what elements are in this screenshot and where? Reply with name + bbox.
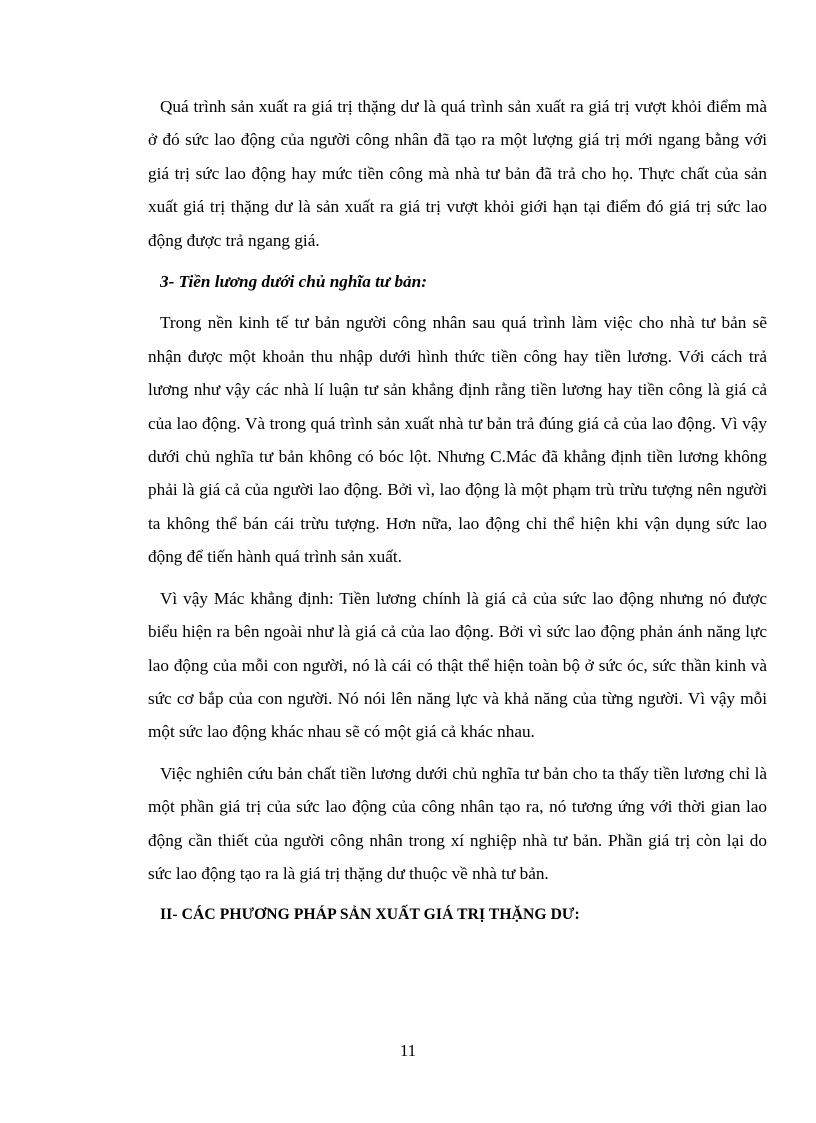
paragraph-wages-capitalism: Trong nền kinh tế tư bản người công nhân sau quá trình làm việc cho nhà tư bản sẽ nhận được một khoản thu nhập dưới hình thức tiền công hay tiền lương. Với cách trả lương như vậy các nhà lí luận tư sản khẳng định rằng tiền lương hay tiền công là giá cả của lao động. Và trong quá trình sản xuất nhà tư bản trả đúng giá cả của lao động. Vì vậy dưới chủ nghĩa tư bản không có bóc lột. Nhưng C.Mác đã khẳng định tiền lương không phải là giá cả của người lao động. Bởi vì, lao động là một phạm trù trừu tượng nên người ta không thể bán cái trừu tượng. Hơn nữa, lao động chỉ thể hiện khi vận dụng sức lao động để tiến hành quá trình sản xuất.: [148, 313, 767, 567]
paragraph-surplus-value-production: Quá trình sản xuất ra giá trị thặng dư là quá trình sản xuất ra giá trị vượt khỏi điểm mà ở đó sức lao động của người công nhân đã tạo ra một lượng giá trị mới ngang bằng với giá trị sức lao động hay mức tiền công mà nhà tư bản đã trả cho họ. Thực chất của sản xuất giá trị thặng dư là sản xuất ra giá trị vượt khỏi giới hạn tại điểm đó giá trị sức lao động được trả ngang giá.: [148, 97, 767, 250]
section-heading-wages: 3- Tiền lương dưới chủ nghĩa tư bản:: [160, 272, 427, 292]
page-content: [148, 90, 767, 932]
paragraph-marx-affirms: Vì vậy Mác khẳng định: Tiền lương chính là giá cả của sức lao động nhưng nó được biểu hiện ra bên ngoài như là giá cả của lao động. Bởi vì sức lao động phản ánh năng lực lao động của mỗi con người, nó là cái có thật thể hiện toàn bộ ở sức óc, sức thần kinh và sức cơ bắp của con người. Nó nói lên năng lực và khả năng của từng người. Vì vậy mỗi một sức lao động khác nhau sẽ có một giá cả khác nhau.: [148, 588, 767, 742]
section-heading-methods: II- CÁC PHƯƠNG PHÁP SẢN XUẤT GIÁ TRỊ THẶNG DƯ:: [160, 906, 580, 924]
paragraph-wage-nature-study: Việc nghiên cứu bản chất tiền lương dưới chủ nghĩa tư bản cho ta thấy tiền lương chỉ là một phần giá trị của sức lao động của công nhân tạo ra, nó tương ứng với thời gian lao động cần thiết của người công nhân trong xí nghiệp nhà tư bản. Phần giá trị còn lại do sức lao động tạo ra là giá trị thặng dư thuộc về nhà tư bản.: [148, 763, 767, 883]
page-number: 11: [399, 1041, 417, 1060]
